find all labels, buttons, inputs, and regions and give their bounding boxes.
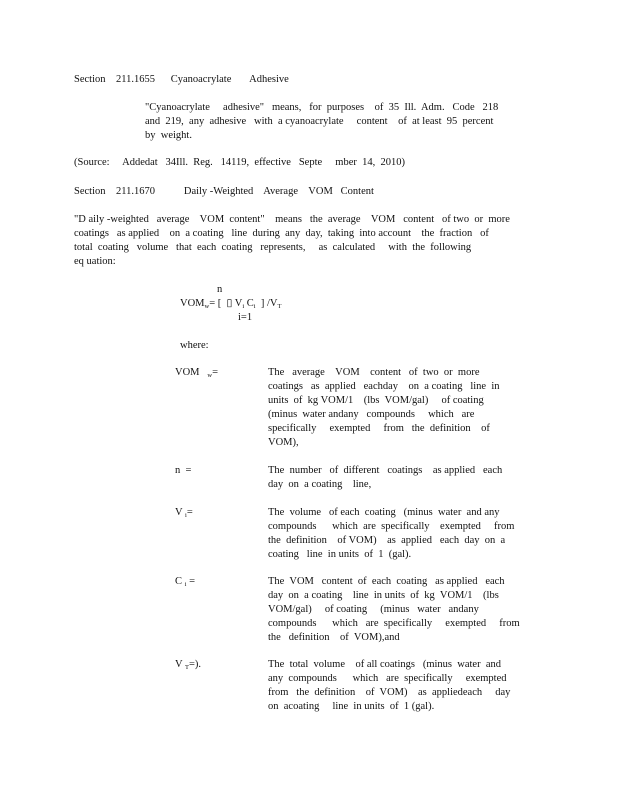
vom-equation [180,283,340,325]
definition-line: The total volume of all coatings (minus water and [268,659,501,670]
definition-term [175,464,191,478]
equation-lhs: VOM [180,298,205,309]
definition-line: The VOM content of each coating as applied each [268,576,505,587]
term-subscript: T [185,664,190,671]
term-subscript: i [184,581,187,588]
definition-line: coatings as applied eachday on a coating line in [268,381,500,392]
summation-upper-limit: n [217,284,223,295]
definition-line: the definition of VOM),and [268,632,400,643]
definition-term [175,506,193,523]
term-suffix: = [189,576,195,587]
section-1670-line: "D aily -weighted average VOM content" means the average VOM content of two or more [74,214,510,225]
definition-term [175,575,195,592]
equation-vt-subscript: T [277,303,282,310]
definition-line: coating line in units of 1 (gal). [268,549,412,560]
definition-line: on acoating line in units of 1 (gal). [268,701,435,712]
definition-line: compounds which are specifically exempted from [268,618,520,629]
section-1670-body [74,213,510,269]
section-1670-line: total coating volume that each coating represents, as calculated with the following [74,242,472,253]
definition-line: (minus water andany compounds which are [268,409,475,420]
definition-line: VOM), [268,437,299,448]
definition-line: compounds which are specifically exempted from [268,521,515,532]
definition-text [268,464,513,492]
section-1655-heading: Section 211.1655 Cyanoacrylate Adhesive [74,74,289,85]
equation-c-subscript: i [253,303,256,310]
equation-body: = [ ▯ V [209,298,243,309]
where-label: where: [180,340,209,351]
term-subscript: i [185,512,187,519]
term-suffix: = [212,367,219,378]
term-suffix: =). [189,659,202,670]
equation-c: C [244,298,254,309]
definition-line: The volume of each coating (minus water and any [268,507,500,518]
definition-term [175,658,201,675]
section-1655-line: and 219, any adhesive with a cyanoacrylate content of at least 95 percent [145,116,494,127]
summation-lower-limit: i=1 [238,312,253,323]
definition-line: day on a coating line, [268,479,372,490]
term-text: VOM [175,367,200,378]
definition-line: The number of different coatings as applied each [268,465,503,476]
term-subscript: w [207,372,213,379]
definition-text [268,366,513,450]
definition-text [268,658,513,714]
equation-tail: ] /V [255,298,278,309]
definition-line: units of kg VOM/1 (lbs VOM/gal) of coating [268,395,484,406]
equation-v-subscript: i [242,303,245,310]
term-text: V [175,659,183,670]
section-1655-line: by weight. [145,130,192,141]
definition-line: day on a coating line in units of kg VOM/1 (lbs [268,590,499,601]
definition-line: from the definition of VOM) as appliedeach day [268,687,511,698]
term-suffix: = [186,507,193,518]
definition-text [268,575,520,645]
section-1670-heading: Section 211.1670 Daily -Weighted Average VOM Content [74,186,374,197]
equation-lhs-subscript: w [204,303,210,310]
section-1670-line: eq uation: [74,256,116,267]
term-text: n = [175,465,192,476]
equation-line [180,297,281,314]
definition-text [268,506,513,562]
term-text: C [175,576,183,587]
section-1655-body [145,101,498,143]
source-note: (Source: Addedat 34Ill. Reg. 14119, effective Septe mber 14, 2010) [74,157,405,168]
definition-line: specifically exempted from the definition of [268,423,490,434]
definition-line: VOM/gal) of coating (minus water andany [268,604,479,615]
definition-line: the definition of VOM) as applied each day on a [268,535,506,546]
definition-line: The average VOM content of two or more [268,367,480,378]
term-text: V [175,507,183,518]
definition-term [175,366,218,383]
section-1655-line: "Cyanoacrylate adhesive" means, for purposes of 35 Ill. Adm. Code 218 [145,102,499,113]
definition-line: any compounds which are specifically exempted [268,673,507,684]
section-1670-line: coatings as applied on a coating line during any day, taking into account the fraction of [74,228,489,239]
